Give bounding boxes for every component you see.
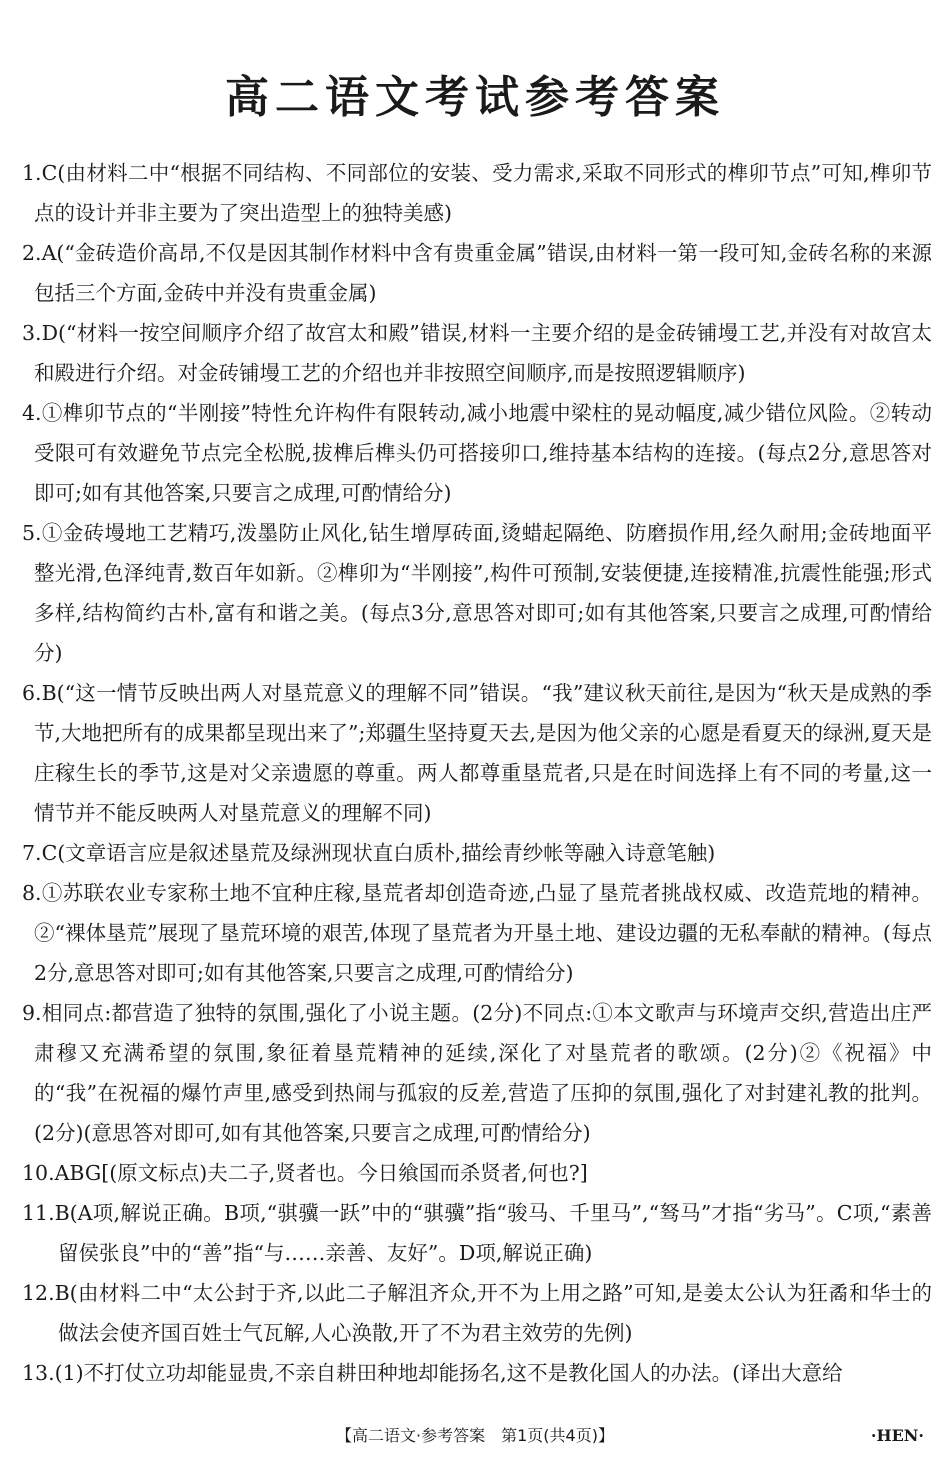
answer-item-1 — [22, 153, 932, 233]
answer-item-13 — [22, 1353, 932, 1393]
answer-item-4 — [22, 393, 932, 513]
answer-item-11 — [22, 1193, 932, 1273]
answer-text: ABG[(原文标点)夫二子,贤者也。今日飨国而杀贤者,何也?] — [54, 1161, 588, 1185]
answer-number: 1. — [22, 161, 42, 185]
answer-number: 13. — [22, 1361, 55, 1385]
answer-text: ①苏联农业专家称土地不宜种庄稼,垦荒者却创造奇迹,凸显了垦荒者挑战权威、改造荒地的精神。②“裸体垦荒”展现了垦荒环境的艰苦,体现了垦荒者为开垦土地、建设边疆的无私奉献的精神。(每点2分,意思答对即可;如有其他答案,只要言之成理,可酌情给分) — [34, 881, 932, 985]
answer-number: 3. — [22, 321, 42, 345]
answer-item-5 — [22, 513, 932, 673]
answer-text: ①金砖墁地工艺精巧,泼墨防止风化,钻生增厚砖面,烫蜡起隔绝、防磨损作用,经久耐用;金砖地面平整光滑,色泽纯青,数百年如新。②榫卯为“半刚接”,构件可预制,安装便捷,连接精准,抗震性能强;形式多样,结构简约古朴,富有和谐之美。(每点3分,意思答对即可;如有其他答案,只要言之成理,可酌情给分) — [34, 521, 932, 665]
answer-number: 4. — [22, 401, 42, 425]
answer-number: 6. — [22, 681, 42, 705]
answer-text: 相同点:都营造了独特的氛围,强化了小说主题。(2分)不同点:①本文歌声与环境声交织,营造出庄严肃穆又充满希望的氛围,象征着垦荒精神的延续,深化了对垦荒者的歌颂。(2分)②《祝福》中的“我”在祝福的爆竹声里,感受到热闹与孤寂的反差,营造了压抑的氛围,强化了对封建礼教的批判。(2分)(意思答对即可,如有其他答案,只要言之成理,可酌情给分) — [34, 1001, 932, 1145]
answer-item-3 — [22, 313, 932, 393]
answer-item-10 — [22, 1153, 932, 1193]
answer-number: 12. — [22, 1281, 55, 1305]
answer-item-12 — [22, 1273, 932, 1353]
answer-number: 8. — [22, 881, 42, 905]
answer-text: A(“金砖造价高昂,不仅是因其制作材料中含有贵重金属”错误,由材料一第一段可知,金砖名称的来源包括三个方面,金砖中并没有贵重金属) — [34, 241, 932, 305]
answer-text: B(由材料二中“太公封于齐,以此二子解沮齐众,开不为上用之路”可知,是姜太公认为狂矞和华士的做法会使齐国百姓士气瓦解,人心涣散,开了不为君主效劳的先例) — [54, 1281, 932, 1345]
answer-number: 5. — [22, 521, 42, 545]
answer-item-7 — [22, 833, 932, 873]
answer-text: B(“这一情节反映出两人对垦荒意义的理解不同”错误。“我”建议秋天前往,是因为“秋天是成熟的季节,大地把所有的成果都呈现出来了”;郑疆生坚持夏天去,是因为他父亲的心愿是看夏天的绿洲,夏天是庄稼生长的季节,这是对父亲遗愿的尊重。两人都尊重垦荒者,只是在时间选择上有不同的考量,这一情节并不能反映两人对垦荒意义的理解不同) — [34, 681, 932, 825]
answer-number: 7. — [22, 841, 42, 865]
answer-item-6 — [22, 673, 932, 833]
answer-item-2 — [22, 233, 932, 313]
page-title: 高二语文考试参考答案 — [225, 72, 725, 123]
page-footer: 【高二语文·参考答案 第1页(共4页)】 — [336, 1426, 614, 1445]
answer-number: 11. — [22, 1201, 55, 1225]
answer-list — [22, 153, 932, 1393]
answer-text: D(“材料一按空间顺序介绍了故宫太和殿”错误,材料一主要介绍的是金砖铺墁工艺,并没有对故宫太和殿进行介绍。对金砖铺墁工艺的介绍也并非按照空间顺序,而是按照逻辑顺序) — [34, 321, 932, 385]
answer-number: 10. — [22, 1161, 55, 1185]
answer-text: B(A项,解说正确。B项,“骐骥一跃”中的“骐骥”指“骏马、千里马”,“驽马”才指“劣马”。C项,“素善留侯张良”中的“善”指“与……亲善、友好”。D项,解说正确) — [54, 1201, 932, 1265]
answer-number: 2. — [22, 241, 42, 265]
answer-item-9 — [22, 993, 932, 1153]
answer-text: C(文章语言应是叙述垦荒及绿洲现状直白质朴,描绘青纱帐等融入诗意笔触) — [41, 841, 716, 865]
answer-text: (1)不打仗立功却能显贵,不亲自耕田种地却能扬名,这不是教化国人的办法。(译出大意给 — [54, 1361, 843, 1385]
answer-text: C(由材料二中“根据不同结构、不同部位的安装、受力需求,采取不同形式的榫卯节点”可知,榫卯节点的设计并非主要为了突出造型上的独特美感) — [34, 161, 932, 225]
footer-code: ·HEN· — [870, 1426, 924, 1445]
answer-item-8 — [22, 873, 932, 993]
answer-text: ①榫卯节点的“半刚接”特性允许构件有限转动,减小地震中梁柱的晃动幅度,减少错位风险。②转动受限可有效避免节点完全松脱,拔榫后榫头仍可搭接卯口,维持基本结构的连接。(每点2分,意思答对即可;如有其他答案,只要言之成理,可酌情给分) — [34, 401, 932, 505]
answer-number: 9. — [22, 1001, 42, 1025]
